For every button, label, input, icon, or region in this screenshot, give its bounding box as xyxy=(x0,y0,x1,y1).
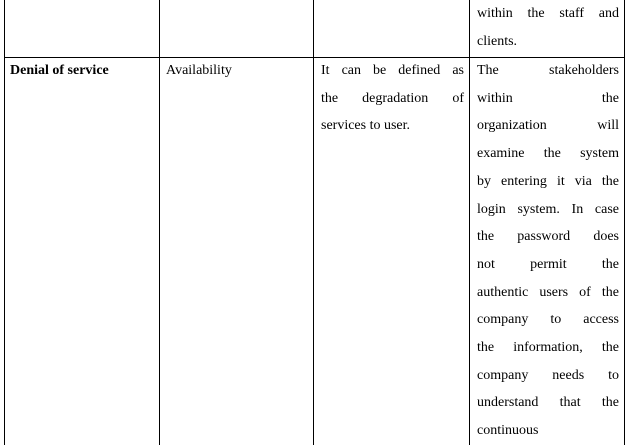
mitigation-line: within the xyxy=(477,90,619,106)
definition-line-3: services to user. xyxy=(321,118,411,134)
mitigation-line: continuous xyxy=(477,423,539,439)
mitigation-line: the information, the xyxy=(477,340,619,356)
prev-row-line-1: within the staff and xyxy=(477,6,619,21)
mitigation-cell xyxy=(477,57,619,445)
property-cell xyxy=(166,57,309,85)
mitigation-line: by entering it via the xyxy=(477,173,619,189)
mitigation-line: company to access xyxy=(477,312,619,328)
threat-name: Denial of service xyxy=(10,63,109,78)
mitigation-line: company needs to xyxy=(477,367,619,383)
table-border-right xyxy=(624,0,625,445)
security-property: Availability xyxy=(166,63,232,78)
prev-row-line-2: clients. xyxy=(477,33,518,49)
definition-line-1: It can be defined as xyxy=(321,63,464,78)
mitigation-line: login system. In case xyxy=(477,201,619,217)
threat-cell xyxy=(10,57,155,85)
prev-row-mitigation-cell xyxy=(477,0,619,55)
definition-cell xyxy=(321,57,464,140)
table-border-col2 xyxy=(159,0,160,445)
definition-line-2: the degradation of xyxy=(321,90,464,106)
table-border-col4 xyxy=(469,0,470,445)
table-border-col3 xyxy=(313,0,314,445)
mitigation-line: understand that the xyxy=(477,395,619,411)
mitigation-line: examine the system xyxy=(477,146,619,162)
mitigation-line: organization will xyxy=(477,118,619,134)
mitigation-line: not permit the xyxy=(477,256,619,272)
mitigation-line: The stakeholders xyxy=(477,63,619,78)
mitigation-line: authentic users of the xyxy=(477,284,619,300)
table-border-left xyxy=(4,0,5,445)
mitigation-line: the password does xyxy=(477,229,619,245)
